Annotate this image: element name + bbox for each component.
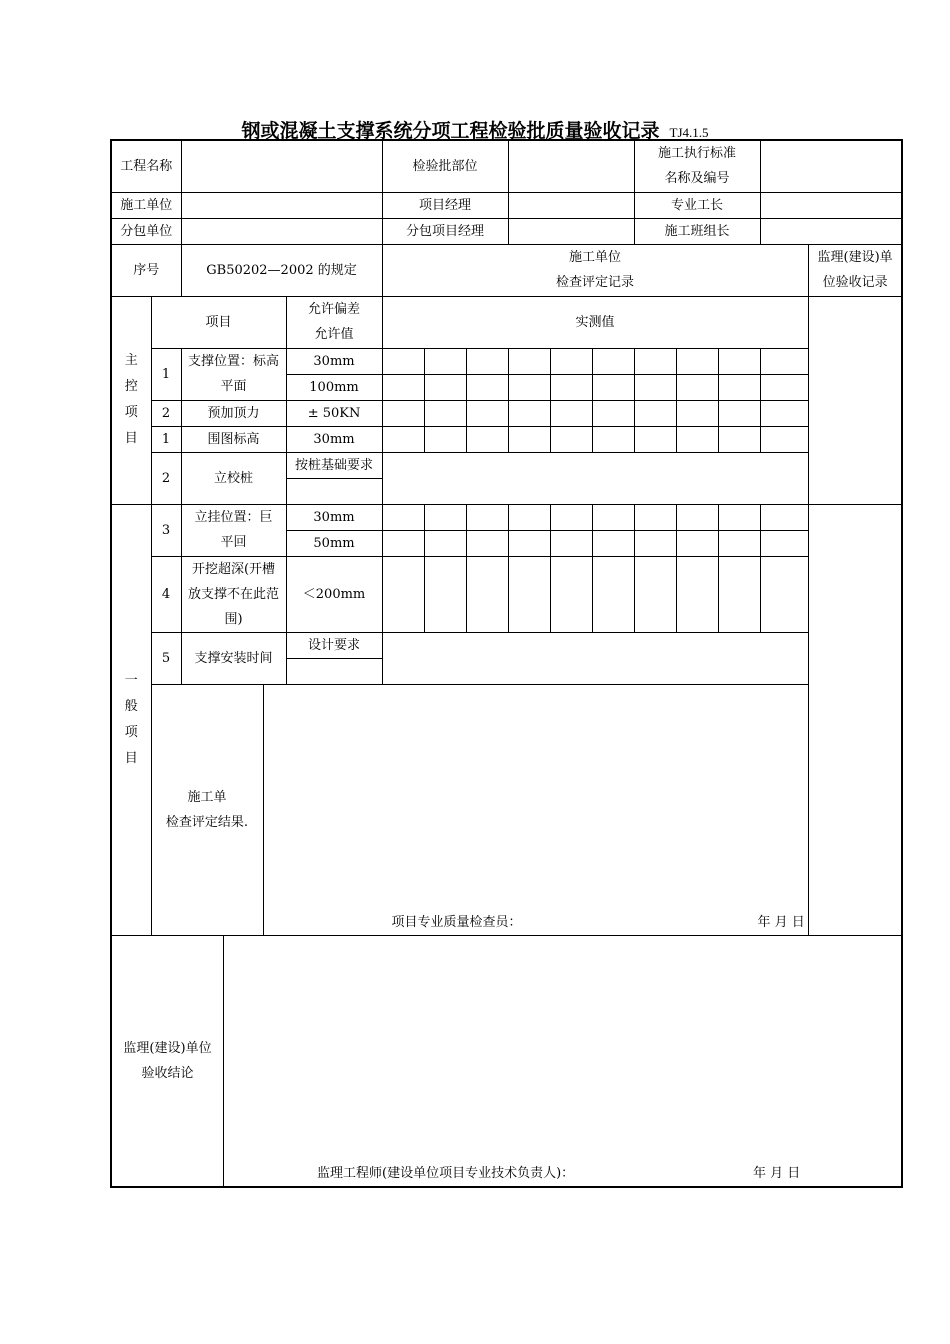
general-char: 项	[124, 724, 138, 740]
foreman-value[interactable]	[760, 192, 902, 218]
measure-cell[interactable]	[382, 400, 424, 426]
tolerance-value: 30mm	[286, 426, 382, 452]
main-row-name: 立校桩	[181, 452, 286, 504]
measure-cell[interactable]	[550, 374, 592, 400]
measure-cell[interactable]	[382, 374, 424, 400]
measure-cell[interactable]	[592, 556, 634, 632]
item-header: 项目	[151, 296, 286, 348]
measure-cell[interactable]	[382, 426, 424, 452]
measure-merged-cell[interactable]	[382, 632, 808, 684]
tolerance-value: 30mm	[286, 348, 382, 374]
inspection-form	[110, 139, 903, 1188]
general-group	[111, 504, 151, 935]
main-row-name-line2: 平面	[220, 379, 247, 394]
general-vertical-label	[125, 668, 138, 772]
tolerance-header-line2: 允许值	[314, 327, 354, 342]
measure-cell[interactable]	[760, 348, 808, 374]
measure-cell[interactable]	[634, 504, 676, 530]
measure-cell[interactable]	[466, 348, 508, 374]
measure-cell[interactable]	[718, 400, 760, 426]
general-row-no: 3	[151, 504, 181, 556]
measure-cell[interactable]	[592, 348, 634, 374]
measure-cell[interactable]	[718, 348, 760, 374]
check-header-line2: 检查评定记录	[556, 275, 635, 290]
measure-cell[interactable]	[592, 374, 634, 400]
tolerance-header-line1: 允许偏差	[308, 302, 361, 317]
tolerance-value-blank[interactable]	[286, 658, 382, 684]
acceptance-date: 年 月 日	[753, 1165, 801, 1181]
general-row-name-line3: 围)	[224, 611, 243, 627]
measure-cell[interactable]	[718, 374, 760, 400]
main-row-name	[181, 348, 286, 400]
measure-cell[interactable]	[508, 374, 550, 400]
batch-location-label: 检验批部位	[382, 140, 508, 192]
project-name-value[interactable]	[181, 140, 382, 192]
general-row-name-line1: 立挂位置：巨	[194, 510, 273, 525]
measure-cell[interactable]	[424, 504, 466, 530]
measure-cell[interactable]	[466, 504, 508, 530]
check-header-line1: 施工单位	[569, 250, 622, 265]
seq-header: 序号	[111, 244, 181, 296]
measure-cell[interactable]	[760, 426, 808, 452]
general-row-no: 5	[151, 632, 181, 684]
measure-cell[interactable]	[508, 504, 550, 530]
measure-cell[interactable]	[634, 400, 676, 426]
team-leader-value[interactable]	[760, 218, 902, 244]
main-control-char: 控	[124, 379, 138, 394]
construction-conclusion[interactable]	[151, 684, 902, 935]
form-title: 钢或混凝土支撑系统分项工程检验批质量验收记录	[241, 120, 660, 142]
measure-cell[interactable]	[424, 556, 466, 632]
measure-cell[interactable]	[676, 348, 718, 374]
supervision-header	[808, 244, 902, 296]
sub-unit-value[interactable]	[181, 218, 382, 244]
measure-cell[interactable]	[718, 556, 760, 632]
construction-label-line2: 检查评定结果.	[165, 814, 249, 830]
measure-cell[interactable]	[424, 374, 466, 400]
project-manager-value[interactable]	[508, 192, 634, 218]
main-row-name: 预加顶力	[181, 400, 286, 426]
general-row-name	[181, 556, 286, 632]
main-control-char: 目	[124, 431, 138, 446]
main-row-name-line1: 支撑位置：标高	[188, 354, 280, 369]
measure-cell[interactable]	[466, 400, 508, 426]
measure-cell[interactable]	[466, 530, 508, 556]
measure-cell[interactable]	[718, 504, 760, 530]
measure-cell[interactable]	[550, 400, 592, 426]
supervision-label-line2: 验收结论	[141, 1065, 194, 1081]
general-row-no: 4	[151, 556, 181, 632]
main-control-group	[111, 296, 151, 504]
measured-header: 实测值	[382, 296, 808, 348]
standard-value[interactable]	[760, 140, 902, 192]
project-name-label: 工程名称	[111, 140, 181, 192]
general-row-name	[181, 504, 286, 556]
measure-cell[interactable]	[508, 530, 550, 556]
supervision-header-line2: 位验收记录	[822, 275, 888, 290]
measure-cell[interactable]	[760, 504, 808, 530]
measure-cell[interactable]	[466, 426, 508, 452]
check-record-header	[382, 244, 808, 296]
measure-cell[interactable]	[760, 530, 808, 556]
supervision-header-line1: 监理(建设)单	[817, 250, 893, 265]
measure-cell[interactable]	[634, 530, 676, 556]
measure-cell[interactable]	[634, 426, 676, 452]
measure-cell[interactable]	[466, 556, 508, 632]
measure-cell[interactable]	[592, 426, 634, 452]
measure-cell[interactable]	[718, 426, 760, 452]
measure-cell[interactable]	[382, 556, 424, 632]
general-row-name-line1: 开挖超深(开槽	[191, 561, 276, 577]
supervision-label-line1: 监理(建设)单位	[123, 1040, 212, 1056]
general-char: 目	[124, 750, 138, 766]
construction-unit-value[interactable]	[181, 192, 382, 218]
measure-cell[interactable]	[592, 400, 634, 426]
engineer-label: 监理工程师(建设单位项目专业技术负责人)：	[317, 1165, 575, 1181]
measure-cell[interactable]	[676, 374, 718, 400]
tolerance-value-blank[interactable]	[286, 478, 382, 504]
main-control-char: 项	[124, 405, 138, 420]
spec-header: GB50202—2002 的规定	[181, 244, 382, 296]
measure-cell[interactable]	[424, 426, 466, 452]
main-row-no: 2	[151, 452, 181, 504]
main-control-vertical-label	[125, 348, 138, 452]
tolerance-value: 50mm	[286, 530, 382, 556]
inspection-date: 年 月 日	[757, 914, 805, 930]
measure-merged-cell[interactable]	[382, 452, 808, 504]
construction-conclusion-label	[152, 685, 264, 935]
measure-cell[interactable]	[424, 400, 466, 426]
general-row-name-line2: 平回	[220, 535, 247, 550]
main-row-no: 1	[151, 348, 181, 400]
sub-manager-value[interactable]	[508, 218, 634, 244]
tolerance-value: ＜200mm	[286, 556, 382, 632]
construction-unit-label: 施工单位	[111, 192, 181, 218]
measure-cell[interactable]	[676, 530, 718, 556]
main-row-no: 1	[151, 426, 181, 452]
measure-cell[interactable]	[760, 374, 808, 400]
tolerance-value: 设计要求	[286, 632, 382, 658]
tolerance-value: 30mm	[286, 504, 382, 530]
tolerance-header	[286, 296, 382, 348]
supervision-conclusion-label	[112, 936, 224, 1186]
measure-cell[interactable]	[634, 374, 676, 400]
main-row-no: 2	[151, 400, 181, 426]
measure-cell[interactable]	[550, 426, 592, 452]
measure-cell[interactable]	[550, 348, 592, 374]
measure-cell[interactable]	[592, 530, 634, 556]
supervision-conclusion[interactable]	[111, 935, 902, 1187]
measure-cell[interactable]	[550, 530, 592, 556]
measure-cell[interactable]	[760, 556, 808, 632]
measure-cell[interactable]	[382, 348, 424, 374]
general-char: 一	[124, 672, 138, 688]
construction-label-line1: 施工单	[187, 789, 227, 805]
team-leader-label: 施工班组长	[634, 218, 760, 244]
general-char: 般	[124, 698, 138, 714]
measure-cell[interactable]	[760, 400, 808, 426]
measure-cell[interactable]	[382, 530, 424, 556]
measure-cell[interactable]	[508, 400, 550, 426]
measure-cell[interactable]	[508, 348, 550, 374]
foreman-label: 专业工长	[634, 192, 760, 218]
measure-cell[interactable]	[676, 426, 718, 452]
measure-cell[interactable]	[592, 504, 634, 530]
supervision-record-main[interactable]	[808, 296, 902, 504]
measure-cell[interactable]	[424, 348, 466, 374]
measure-cell[interactable]	[634, 556, 676, 632]
sub-manager-label: 分包项目经理	[382, 218, 508, 244]
measure-cell[interactable]	[424, 530, 466, 556]
batch-location-value[interactable]	[508, 140, 634, 192]
measure-cell[interactable]	[508, 426, 550, 452]
measure-cell[interactable]	[466, 374, 508, 400]
general-row-name: 支撑安装时间	[181, 632, 286, 684]
main-row-name: 围图标高	[181, 426, 286, 452]
sub-unit-label: 分包单位	[111, 218, 181, 244]
general-row-name-line2: 放支撑不在此范	[188, 586, 280, 602]
measure-cell[interactable]	[676, 504, 718, 530]
tolerance-value: 100mm	[286, 374, 382, 400]
inspector-label: 项目专业质量检查员：	[391, 914, 522, 930]
measure-cell[interactable]	[718, 530, 760, 556]
main-control-char: 主	[124, 353, 138, 368]
measure-cell[interactable]	[676, 556, 718, 632]
standard-label-line1: 施工执行标准	[658, 146, 737, 162]
measure-cell[interactable]	[634, 348, 676, 374]
measure-cell[interactable]	[676, 400, 718, 426]
measure-cell[interactable]	[508, 556, 550, 632]
project-manager-label: 项目经理	[382, 192, 508, 218]
form-code: TJ4.1.5	[669, 125, 709, 140]
measure-cell[interactable]	[550, 556, 592, 632]
tolerance-value: 按桩基础要求	[286, 452, 382, 478]
standard-label-line2: 名称及编号	[664, 171, 730, 187]
measure-cell[interactable]	[382, 504, 424, 530]
tolerance-value: ± 50KN	[286, 400, 382, 426]
standard-label	[634, 140, 760, 192]
measure-cell[interactable]	[550, 504, 592, 530]
